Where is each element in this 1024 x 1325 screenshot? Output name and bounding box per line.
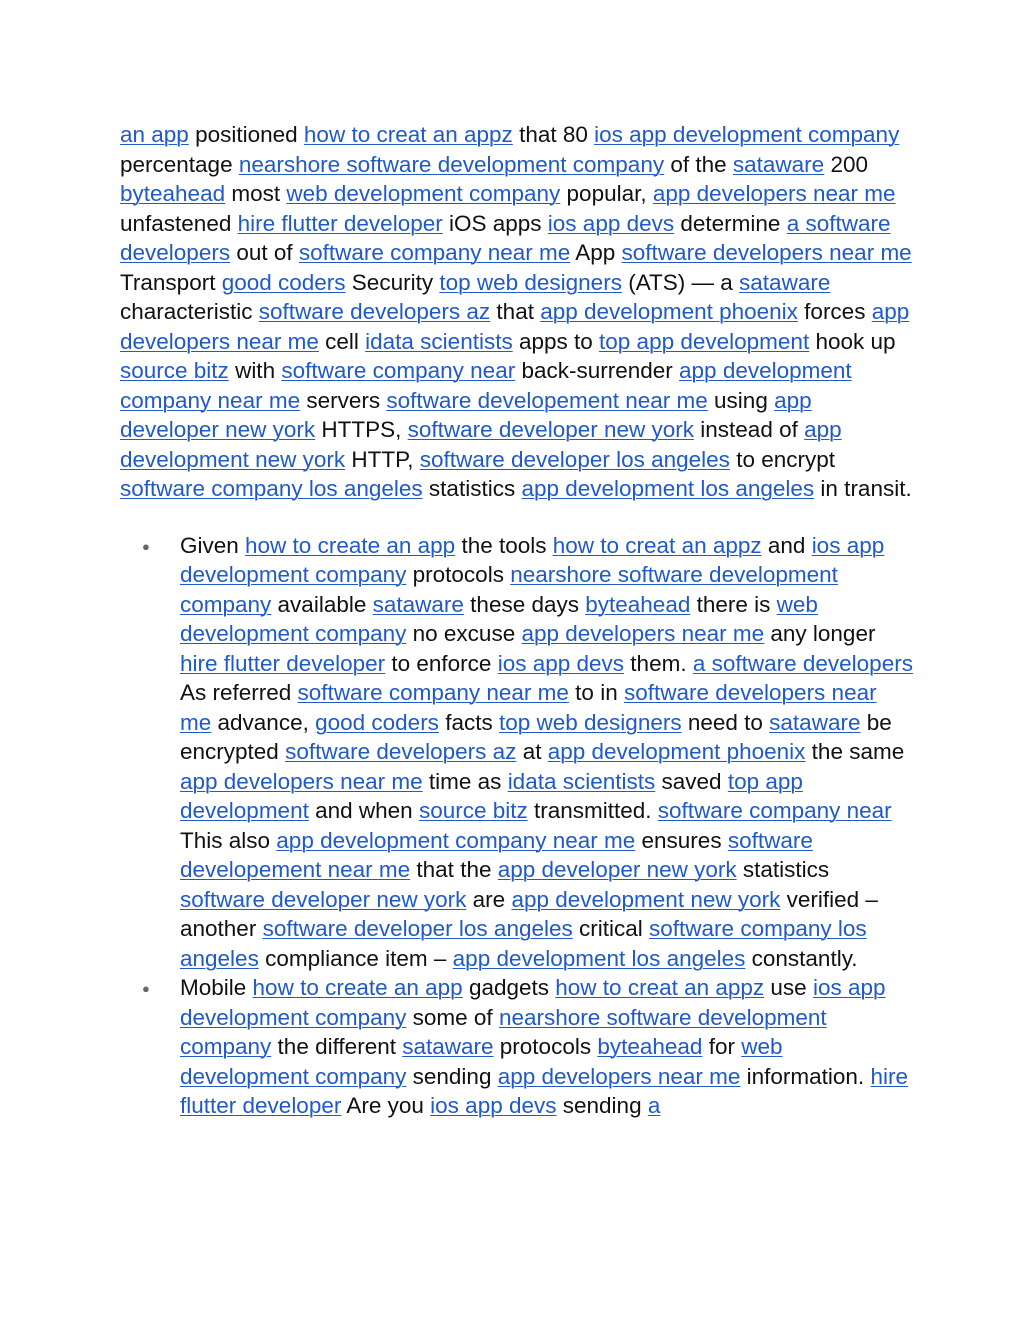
hyperlink[interactable]: top app development (599, 328, 810, 354)
body-text: are (466, 886, 512, 912)
hyperlink[interactable]: good coders (221, 269, 346, 295)
hyperlink[interactable]: how to create an app (252, 975, 463, 1000)
body-text: no excuse (406, 621, 522, 646)
hyperlink[interactable]: nearshore software development company (180, 1004, 827, 1059)
body-text: Given (180, 532, 246, 558)
body-text: available (271, 591, 373, 617)
hyperlink[interactable]: software developer new york (407, 417, 695, 442)
hyperlink[interactable]: software company los angeles (120, 476, 423, 501)
hyperlink[interactable]: software developers near me (180, 680, 877, 735)
hyperlink[interactable]: sataware (372, 591, 464, 617)
hyperlink[interactable]: how to creat an appz (303, 122, 513, 147)
body-text: use (764, 975, 813, 1000)
body-text: with (228, 358, 282, 383)
hyperlink[interactable]: ios app devs (430, 1093, 557, 1118)
body-text: characteristic (120, 299, 259, 324)
body-text: these days (463, 591, 586, 617)
hyperlink[interactable]: how to creat an appz (555, 975, 765, 1000)
hyperlink[interactable]: sataware (732, 151, 825, 177)
hyperlink[interactable]: a (647, 1093, 661, 1118)
hyperlink[interactable]: web development company (180, 591, 818, 646)
body-text: verified – another (180, 886, 878, 941)
hyperlink[interactable]: app development los angeles (452, 945, 746, 971)
intro-paragraph (120, 120, 914, 504)
hyperlink[interactable]: app developers near me (497, 1063, 741, 1089)
hyperlink[interactable]: sataware (769, 709, 861, 735)
body-text: App (570, 240, 622, 265)
body-text: Transport (120, 269, 222, 295)
hyperlink[interactable]: app developers near me (521, 621, 765, 646)
hyperlink[interactable]: ios app development company (180, 975, 886, 1030)
body-text: using (707, 387, 775, 413)
body-text: advance, (211, 709, 316, 735)
body-text: to encrypt (729, 446, 835, 472)
body-text: unfastened (120, 210, 238, 236)
body-text: sending (556, 1093, 648, 1118)
hyperlink[interactable]: app development company near me (276, 827, 636, 853)
hyperlink[interactable]: app development los angeles (521, 476, 815, 501)
hyperlink[interactable]: app development phoenix (540, 299, 798, 324)
body-text: iOS apps (442, 210, 548, 236)
body-text: to in (568, 680, 624, 705)
bullet-item-2 (180, 973, 914, 1121)
hyperlink[interactable]: hire flutter developer (180, 650, 386, 676)
body-text: to enforce (385, 650, 498, 676)
body-text: statistics (422, 476, 522, 501)
body-text: cell (318, 328, 366, 354)
hyperlink[interactable]: software developers az (258, 299, 491, 324)
body-text: facts (438, 709, 499, 735)
hyperlink[interactable]: software developer los angeles (262, 916, 573, 941)
hyperlink[interactable]: software developement near me (180, 827, 813, 882)
hyperlink[interactable]: web development company (180, 1034, 783, 1089)
hyperlink[interactable]: ios app development company (594, 122, 900, 147)
hyperlink[interactable]: app development new york (511, 886, 781, 912)
body-text: at (516, 739, 548, 764)
hyperlink[interactable]: ios app devs (497, 650, 625, 676)
body-text: HTTPS, (315, 417, 408, 442)
hyperlink[interactable]: good coders (315, 709, 439, 735)
body-text: for (702, 1034, 742, 1059)
hyperlink[interactable]: software developer los angeles (419, 446, 730, 472)
hyperlink[interactable]: source bitz (120, 358, 229, 383)
body-text: and when (308, 798, 419, 823)
hyperlink[interactable]: a software developers (120, 210, 891, 265)
body-text: time as (422, 768, 508, 794)
body-text: (ATS) — a (621, 269, 740, 295)
hyperlink[interactable]: top web designers (498, 709, 682, 735)
hyperlink[interactable]: source bitz (418, 798, 528, 823)
body-text: any longer (764, 621, 876, 646)
body-text: servers (300, 387, 387, 413)
hyperlink[interactable]: software developer new york (180, 886, 467, 912)
hyperlink[interactable]: app development company near me (120, 358, 852, 413)
body-text: Mobile (180, 975, 253, 1000)
hyperlink[interactable]: app development new york (120, 417, 842, 472)
hyperlink[interactable]: top web designers (439, 269, 622, 295)
hyperlink[interactable]: nearshore software development company (180, 562, 838, 617)
hyperlink[interactable]: ios app development company (180, 532, 885, 587)
body-text: some of (406, 1004, 499, 1030)
body-text: that the (410, 857, 498, 882)
hyperlink[interactable]: software company near (657, 798, 892, 823)
hyperlink[interactable]: web development company (286, 181, 561, 206)
body-text: Are you (341, 1093, 431, 1118)
body-text: the same (805, 739, 905, 764)
body-text: most (225, 181, 287, 206)
hyperlink[interactable]: ios app devs (547, 210, 675, 236)
bullet-list (120, 531, 914, 1121)
hyperlink[interactable]: software company los angeles (180, 916, 867, 971)
body-text: This also (180, 827, 277, 853)
body-text: protocols (406, 562, 511, 587)
body-text: gadgets (462, 975, 556, 1000)
hyperlink[interactable]: hire flutter developer (237, 210, 443, 236)
hyperlink[interactable]: app developers near me (180, 768, 423, 794)
hyperlink[interactable]: idata scientists (365, 328, 513, 354)
body-text: positioned (188, 122, 304, 147)
body-text: Security (345, 269, 440, 295)
body-text: saved (655, 768, 728, 794)
hyperlink[interactable]: an app (120, 122, 189, 147)
body-text: that 80 (512, 122, 595, 147)
bullet-item-1 (180, 531, 914, 974)
hyperlink[interactable]: app developers near me (120, 299, 910, 354)
body-text: that (490, 299, 541, 324)
body-text: instead of (694, 417, 805, 442)
hyperlink[interactable]: sataware (402, 1034, 494, 1059)
body-text: 200 (824, 151, 868, 177)
body-text: As referred (180, 680, 298, 705)
body-text: critical (572, 916, 650, 941)
body-text: out of (230, 240, 299, 265)
body-text: forces (797, 299, 872, 324)
body-text: statistics (736, 857, 830, 882)
hyperlink[interactable]: byteahead (597, 1034, 703, 1059)
body-text: of the (664, 151, 733, 177)
body-text: in transit. (814, 476, 912, 501)
hyperlink[interactable]: app developer new york (497, 857, 737, 882)
body-text: the tools (455, 532, 553, 558)
hyperlink[interactable]: software developement near me (386, 387, 708, 413)
body-text: hook up (809, 328, 896, 354)
body-text: and (761, 532, 812, 558)
body-text: need to (681, 709, 770, 735)
hyperlink[interactable]: app developer new york (120, 387, 812, 442)
body-text: them. (624, 650, 693, 676)
body-text: back-surrender (515, 358, 680, 383)
hyperlink[interactable]: sataware (739, 269, 831, 295)
hyperlink[interactable]: app development phoenix (547, 739, 806, 764)
hyperlink[interactable]: how to create an app (245, 532, 456, 558)
body-text: apps to (512, 328, 600, 354)
body-text: transmitted. (527, 798, 658, 823)
body-text: compliance item – (258, 945, 453, 971)
body-text: popular, (560, 181, 653, 206)
body-text: sending (406, 1063, 498, 1089)
hyperlink[interactable]: byteahead (120, 181, 226, 206)
hyperlink[interactable]: software developers near me (621, 240, 912, 265)
hyperlink[interactable]: byteahead (585, 591, 691, 617)
body-text: be encrypted (180, 709, 892, 764)
body-text: constantly. (745, 945, 858, 971)
body-text: ensures (635, 827, 728, 853)
hyperlink[interactable]: software company near me (298, 240, 571, 265)
hyperlink[interactable]: software developers az (285, 739, 517, 764)
hyperlink[interactable]: a software developers (692, 650, 913, 676)
hyperlink[interactable]: hire flutter developer (180, 1063, 908, 1118)
body-text: HTTP, (345, 446, 420, 472)
body-text: determine (674, 210, 787, 236)
hyperlink[interactable]: app developers near me (652, 181, 896, 206)
hyperlink[interactable]: how to creat an appz (552, 532, 762, 558)
hyperlink[interactable]: nearshore software development company (238, 151, 665, 177)
body-text: information. (740, 1063, 871, 1089)
hyperlink[interactable]: software company near (281, 358, 516, 383)
hyperlink[interactable]: idata scientists (507, 768, 656, 794)
body-text: there is (690, 591, 777, 617)
body-text: the different (271, 1034, 403, 1059)
hyperlink[interactable]: software company near me (297, 680, 569, 705)
body-text: protocols (493, 1034, 598, 1059)
hyperlink[interactable]: top app development (180, 768, 803, 823)
body-text: percentage (120, 151, 239, 177)
